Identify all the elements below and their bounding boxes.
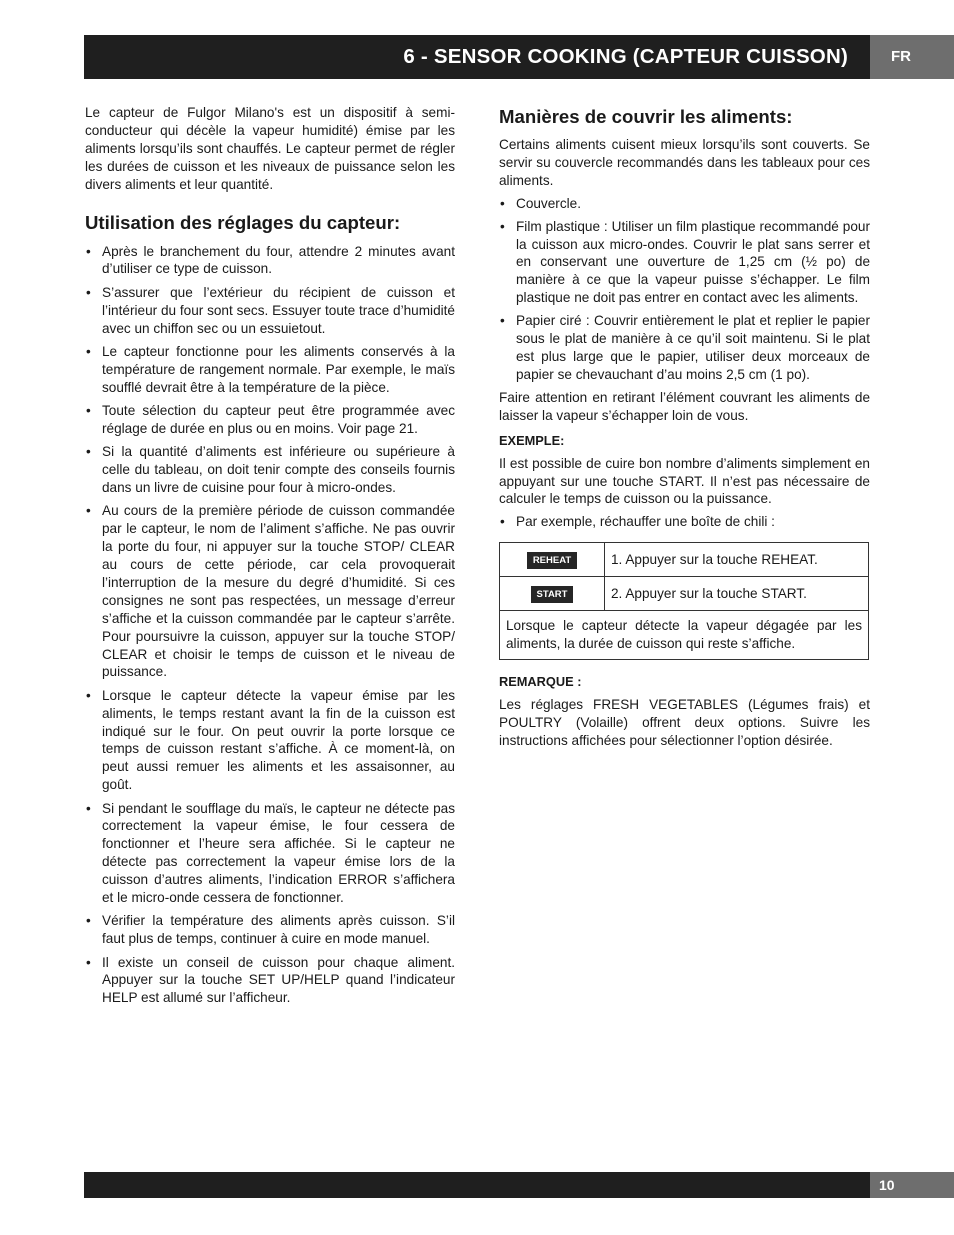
list-item: • Si pendant le soufflage du maïs, le capteur ne détecte pas correctement la vapeur émise, le four cessera de fonctionner et l’heure sera affichée. Si le capteur ne détecte pas correctement la vapeur émise lors de la cuisson d’autres aliments, l’indication ERROR s’affichera et le micro-onde cessera de fonctionner. <box>85 800 455 907</box>
sensor-settings-list <box>85 243 455 1008</box>
key-cell <box>500 543 605 577</box>
list-item: • Film plastique : Utiliser un film plastique recommandé pour la cuisson aux micro-ondes. Couvrir le plat sans serrer et en conservant une ouverture de 1,25 cm (½ po) de manière à ce que la vapeur puisse s’échapper. Le film plastique ne doit pas entrer en contact avec les aliments. <box>499 218 870 308</box>
list-item: • Au cours de la première période de cuisson commandée par le capteur, le nom de l’aliment s’affiche. Ne pas ouvrir la porte du four, ni appuyer sur la touche STOP/ CLEAR au cours de cette période, car cela provoquerait l’interruption de la mesure du degré d’humidité. Si ces consignes ne sont pas respectées, un message d’erreur s’affiche et la cuisson commandée par le capteur s’arrête. Pour poursuivre la cuisson, appuyer sur la touche STOP/ CLEAR et choisir le temps de cuisson et le niveau de puissance. <box>85 502 455 681</box>
page-number-tab <box>870 1172 954 1198</box>
language-tab <box>870 35 954 79</box>
list-item: • Papier ciré : Couvrir entièrement le plat et replier le papier sous le plat de manière à ce qu’il soit maintenu. Si le plat est plus large que le papier, utiliser deux morceaux de papier se chevauchant d’au moins 2,5 cm (1 po). <box>499 312 870 384</box>
left-column <box>85 104 455 1013</box>
intro-paragraph: Le capteur de Fulgor Milano's est un dispositif à semi-conducteur qui décèle la vapeur humidité) émise par les aliments lorsqu’ils sont chauffés. Le capteur permet de régler les durées de cuisson et les niveaux de puissance selon les divers aliments et leur quantité. <box>85 105 455 192</box>
list-item: • Après le branchement du four, attendre 2 minutes avant d’utiliser ce type de cuisson. <box>85 243 455 279</box>
reheat-key-badge: REHEAT <box>527 552 577 569</box>
example-list <box>499 513 870 531</box>
step-text: 2. Appuyer sur la touche START. <box>605 577 869 611</box>
list-item: • Il existe un conseil de cuisson pour chaque aliment. Appuyer sur la touche SET UP/HELP quand l’indicateur HELP est allumé sur l’afficheur. <box>85 954 455 1008</box>
steps-note: Lorsque le capteur détecte la vapeur dégagée par les aliments, la durée de cuisson qui reste s’affiche. <box>500 611 869 660</box>
list-item: • Si la quantité d’aliments est inférieure ou supérieure à celle du tableau, on doit tenir compte des conseils fournis dans un livre de cuisine pour four à micro-ondes. <box>85 443 455 497</box>
header-bar <box>84 35 870 79</box>
language-label: FR <box>891 48 911 65</box>
footer-bar <box>84 1172 870 1198</box>
list-item: • Lorsque le capteur détecte la vapeur émise par les aliments, le temps restant avant la fin de la cuisson est indiqué sur le four. On peut ouvrir la porte lorsque ce temps de cuisson restant s’affiche. À ce moment-là, on peut aussi remuer les aliments et les assaisonner, au goût. <box>85 687 455 794</box>
list-item: • Couvercle. <box>499 195 870 213</box>
list-item: • Vérifier la température des aliments après cuisson. S’il faut plus de temps, continuer à cuire en mode manuel. <box>85 912 455 948</box>
covering-list <box>499 195 870 384</box>
covering-intro: Certains aliments cuisent mieux lorsqu’ils sont couverts. Se servir su couvercle recommandés dans les tableaux pour ces aliments. <box>499 137 870 188</box>
list-item: • S’assurer que l’extérieur du récipient de cuisson et l’intérieur du four sont secs. Essuyer toute trace d’humidité avec un chiffon sec ou un essuietout. <box>85 284 455 338</box>
list-item: • Toute sélection du capteur peut être programmée avec réglage de durée en plus ou en moins. Voir page 21. <box>85 402 455 438</box>
table-row <box>500 577 869 611</box>
key-cell <box>500 577 605 611</box>
covering-heading: Manières de couvrir les aliments: <box>499 106 793 127</box>
list-item: • Par exemple, réchauffer une boîte de chili : <box>499 513 870 531</box>
step-text: 1. Appuyer sur la touche REHEAT. <box>605 543 869 577</box>
table-row <box>500 611 869 660</box>
start-key-badge: START <box>531 586 574 603</box>
section-title: 6 - SENSOR COOKING (CAPTEUR CUISSON) <box>403 45 848 68</box>
note-title: REMARQUE : <box>499 674 582 690</box>
table-row <box>500 543 869 577</box>
note-paragraph: Les réglages FRESH VEGETABLES (Légumes frais) et POULTRY (Volaille) offrent deux options. Suivre les instructions affichées pour sélectionner l’option désirée. <box>499 697 870 748</box>
right-column <box>499 104 870 750</box>
list-item: • Le capteur fonctionne pour les aliments conservés à la température de rangement normale. Par exemple, le maïs soufflé devrait être à la température de la pièce. <box>85 343 455 397</box>
example-title: EXEMPLE: <box>499 432 565 448</box>
example-paragraph: Il est possible de cuire bon nombre d’aliments simplement en appuyant sur une touche START. Il n’est pas nécessaire de calculer le temps de cuisson ou la puissance. <box>499 455 870 507</box>
page-number: 10 <box>879 1177 895 1193</box>
steps-table <box>499 542 869 660</box>
attention-paragraph: Faire attention en retirant l’élément couvrant les aliments de laisser la vapeur s’échapper loin de vous. <box>499 389 870 423</box>
sensor-settings-heading: Utilisation des réglages du capteur: <box>85 211 401 233</box>
